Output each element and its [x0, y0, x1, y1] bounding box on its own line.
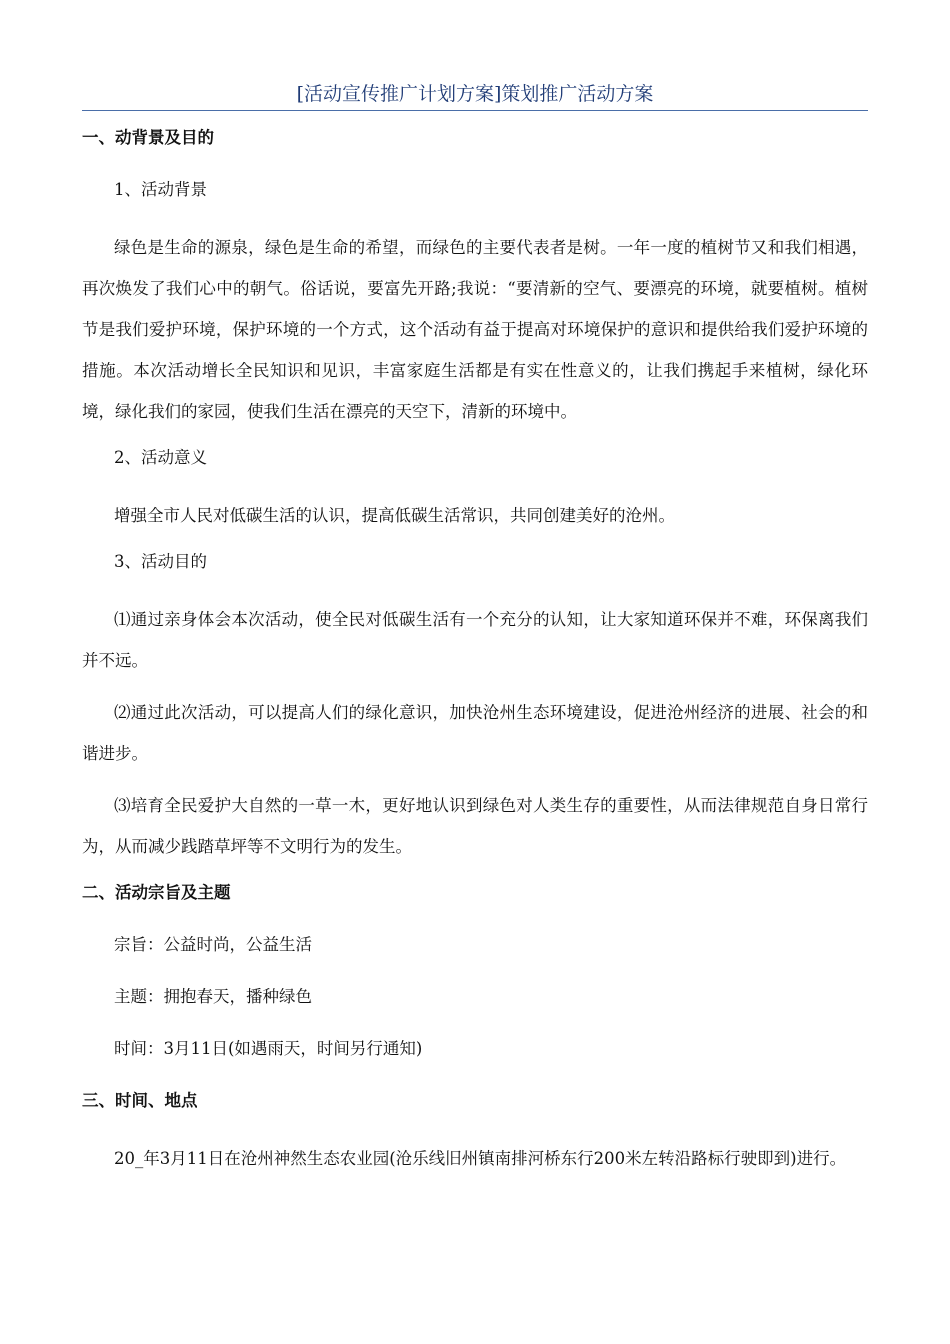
subheading-activity-background: 1、活动背景 — [114, 180, 207, 199]
purpose-line: 宗旨：公益时尚，公益生活 — [114, 935, 312, 954]
section-heading-background: 一、动背景及目的 — [82, 128, 214, 147]
section-heading-time-location: 三、时间、地点 — [82, 1091, 198, 1110]
theme-line: 主题：拥抱春天，播种绿色 — [114, 987, 312, 1006]
goal-item-1: ⑴通过亲身体会本次活动，使全民对低碳生活有一个充分的认知，让大家知道环保并不难，环保离我们并不远。 — [82, 610, 868, 670]
subheading-activity-goals: 3、活动目的 — [114, 552, 207, 571]
paragraph-significance: 增强全市人民对低碳生活的认识，提高低碳生活常识，共同创建美好的沧州。 — [114, 506, 675, 525]
header-divider — [82, 110, 868, 111]
time-line: 时间：3月11日(如遇雨天，时间另行通知) — [114, 1039, 423, 1058]
subheading-activity-significance: 2、活动意义 — [114, 448, 207, 467]
goal-item-3: ⑶培育全民爱护大自然的一草一木，更好地认识到绿色对人类生存的重要性，从而法律规范自身日常行为，从而减少践踏草坪等不文明行为的发生。 — [82, 796, 868, 856]
goal-item-2: ⑵通过此次活动，可以提高人们的绿化意识，加快沧州生态环境建设，促进沧州经济的进展、社会的和谐进步。 — [82, 703, 868, 763]
document-title: [活动宣传推广计划方案]策划推广活动方案 — [296, 83, 654, 105]
section-heading-purpose-theme: 二、活动宗旨及主题 — [82, 883, 231, 902]
document-body — [82, 123, 868, 1190]
paragraph-background: 绿色是生命的源泉，绿色是生命的希望，而绿色的主要代表者是树。一年一度的植树节又和我们相遇，再次焕发了我们心中的朝气。俗话说，要富先开路;我说：“要清新的空气、要漂亮的环境，就要植树。植树节是我们爱护环境，保护环境的一个方式，这个活动有益于提高对环境保护的意识和提供给我们爱护环境的措施。本次活动增长全民知识和见识，丰富家庭生活都是有实在性意义的，让我们携起手来植树，绿化环境，绿化我们的家园，使我们生活在漂亮的天空下，清新的环境中。 — [82, 238, 868, 421]
paragraph-time-location: 20_年3月11日在沧州神然生态农业园(沧乐线旧州镇南排河桥东行200米左转沿路标行驶即到)进行。 — [114, 1149, 847, 1168]
